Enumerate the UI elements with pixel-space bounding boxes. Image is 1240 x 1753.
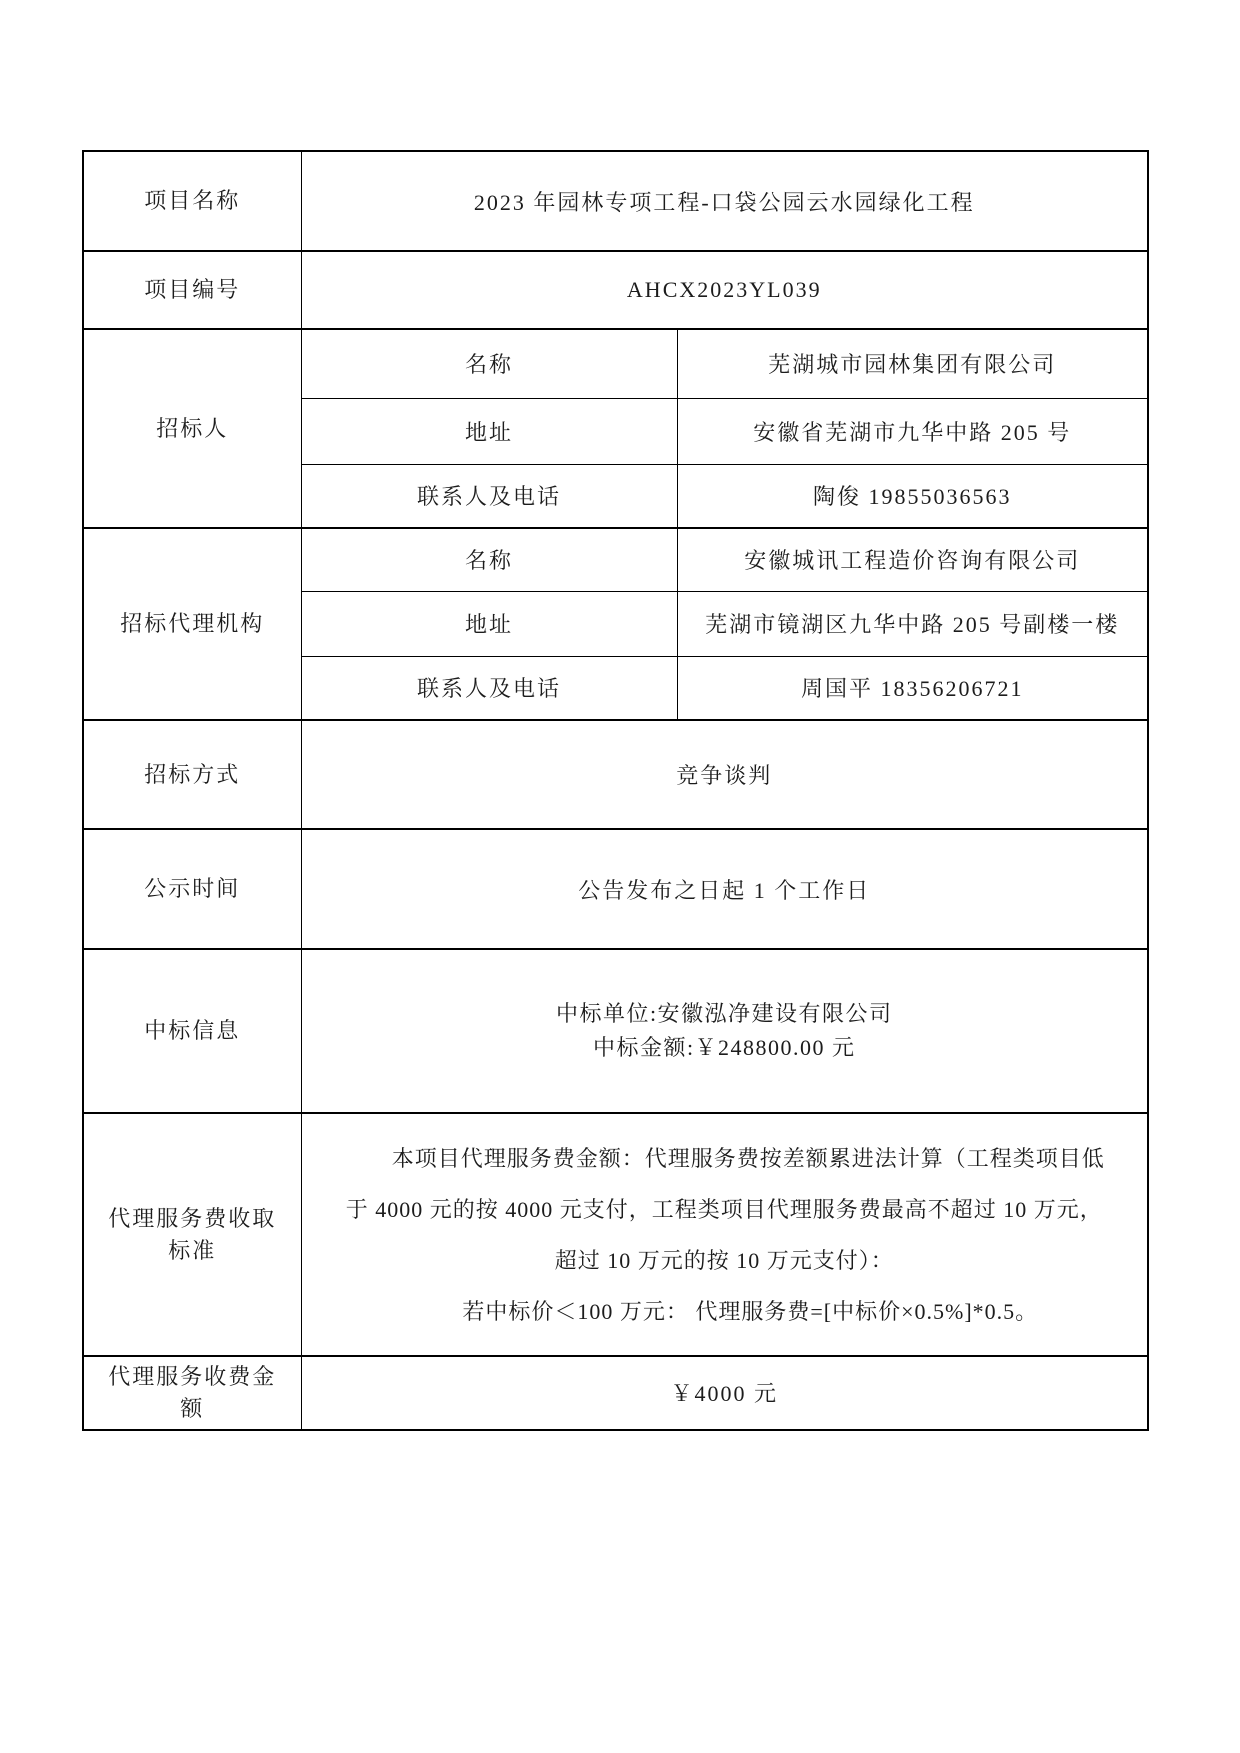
tenderer-name-label: 名称 (301, 329, 677, 398)
award-amount-line: 中标金额:￥248800.00 元 (592, 1035, 856, 1060)
row-fee-standard (83, 1113, 1148, 1356)
fee-standard-label: 代理服务费收取标准 (108, 1205, 277, 1263)
agency-address-value: 芜湖市镜湖区九华中路 205 号副楼一楼 (677, 591, 1148, 656)
fee-standard-value-cell (301, 1113, 1148, 1356)
award-info-label-cell (83, 949, 301, 1113)
tenderer-contact-label: 联系人及电话 (301, 464, 677, 528)
fee-standard-label-cell (83, 1113, 301, 1356)
fee-amount-label: 代理服务收费金额 (108, 1364, 277, 1421)
project-name-label-cell (83, 151, 301, 251)
row-project-name (83, 151, 1148, 251)
tender-method-value: 竞争谈判 (301, 720, 1148, 829)
agency-name-label: 名称 (301, 528, 677, 591)
award-info-label: 中标信息 (144, 1018, 241, 1044)
project-number-label-cell (83, 251, 301, 329)
row-agency-name (83, 528, 1148, 591)
agency-contact-label: 联系人及电话 (301, 656, 677, 720)
row-tenderer-name (83, 329, 1148, 398)
fee-standard-line-1: 本项目代理服务费金额：代理服务费按差额累进法计算（工程类项目低 (391, 1145, 1105, 1171)
fee-standard-line-3: 超过 10 万元的按 10 万元支付）： (554, 1247, 894, 1273)
fee-standard-line-2: 于 4000 元的按 4000 元支付，工程类项目代理服务费最高不超过 10 万元， (345, 1196, 1103, 1222)
row-fee-amount (83, 1356, 1148, 1430)
award-info-value-cell (301, 949, 1148, 1113)
tenderer-label-cell (83, 329, 301, 528)
agency-label-cell (83, 528, 301, 720)
agency-contact-value: 周国平 18356206721 (677, 656, 1148, 720)
tenderer-name-value: 芜湖城市园林集团有限公司 (677, 329, 1148, 398)
fee-amount-label-cell (83, 1356, 301, 1430)
project-name-value: 2023 年园林专项工程-口袋公园云水园绿化工程 (301, 151, 1148, 251)
publicity-time-label: 公示时间 (144, 876, 241, 902)
project-number-value: AHCX2023YL039 (301, 251, 1148, 329)
tenderer-address-value: 安徽省芜湖市九华中路 205 号 (677, 398, 1148, 464)
row-project-number (83, 251, 1148, 329)
fee-standard-line-4: 若中标价＜100 万元： 代理服务费=[中标价×0.5%]*0.5。 (462, 1298, 1039, 1324)
agency-label: 招标代理机构 (120, 611, 265, 637)
row-tender-method (83, 720, 1148, 829)
agency-address-label: 地址 (301, 591, 677, 656)
agency-name-value: 安徽城讯工程造价咨询有限公司 (677, 528, 1148, 591)
publicity-time-value: 公告发布之日起 1 个工作日 (301, 829, 1148, 949)
tenderer-address-label: 地址 (301, 398, 677, 464)
publicity-time-label-cell (83, 829, 301, 949)
tender-method-label: 招标方式 (144, 761, 241, 787)
row-publicity-time (83, 829, 1148, 949)
project-name-label: 项目名称 (144, 188, 241, 214)
award-winner-line: 中标单位:安徽泓净建设有限公司 (555, 1001, 893, 1026)
tender-method-label-cell (83, 720, 301, 829)
row-award-info (83, 949, 1148, 1113)
tender-announcement-table (82, 150, 1149, 1431)
tenderer-label: 招标人 (156, 415, 229, 441)
tenderer-contact-value: 陶俊 19855036563 (677, 464, 1148, 528)
fee-amount-value: ￥4000 元 (301, 1356, 1148, 1430)
project-number-label: 项目编号 (144, 277, 241, 303)
